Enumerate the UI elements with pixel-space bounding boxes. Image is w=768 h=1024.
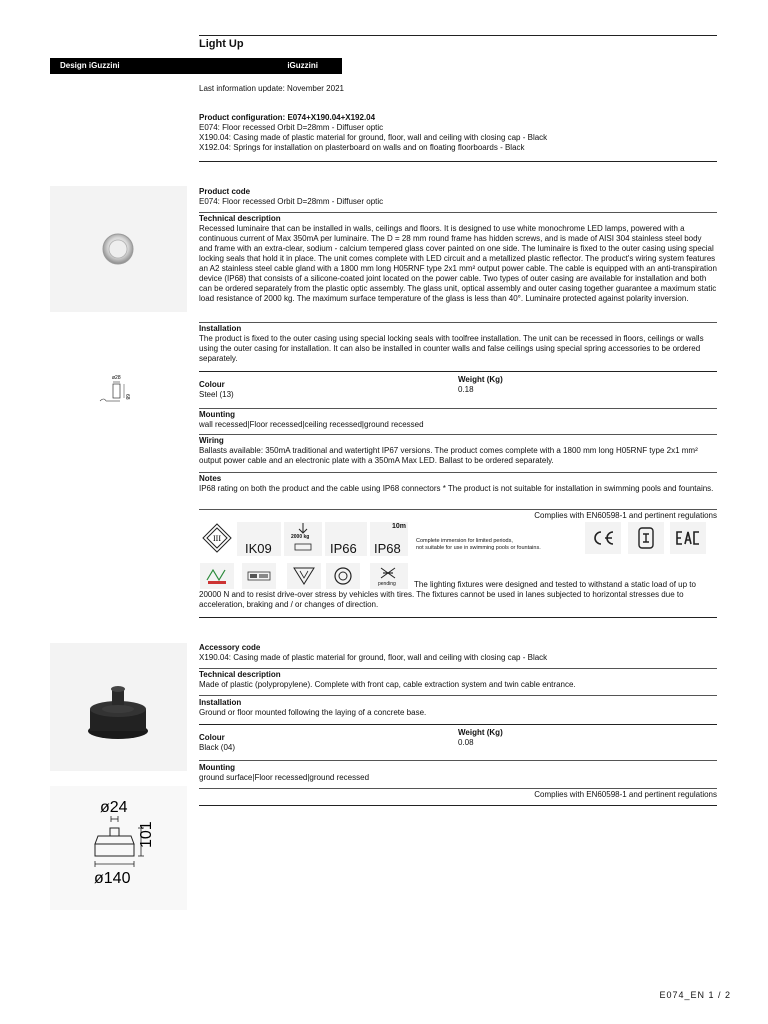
colour-label: Colour	[199, 380, 225, 389]
accessory-dimension-icon	[50, 786, 187, 910]
pending-text: pending	[378, 581, 396, 587]
divider	[199, 212, 717, 213]
accessory-colour-label: Colour	[199, 733, 225, 742]
ce-mark	[585, 522, 621, 554]
accessory-code-value: X190.04: Casing made of plastic material for ground, floor, wall and ceiling with closing cap - Black	[199, 653, 548, 662]
accessory-code-label: Accessory code	[199, 643, 261, 652]
ce-mark-icon	[591, 530, 615, 546]
divider	[199, 668, 717, 669]
divider	[199, 434, 717, 435]
accessory-tech-block	[199, 670, 717, 690]
casing-photo-icon	[50, 643, 187, 771]
accessory-weight-block	[458, 728, 503, 748]
ip68-badge	[370, 522, 408, 556]
complies-text: Complies with EN60598-1 and pertinent regulations	[534, 511, 717, 520]
ik-rating-badge	[237, 522, 281, 556]
immersion-line: Complete immersion for limited periods,	[416, 538, 513, 544]
ip68-depth-text: 10m	[391, 523, 406, 530]
notes-label: Notes	[199, 474, 222, 483]
product-code-label: Product code	[199, 187, 251, 196]
eac-mark-icon	[675, 530, 701, 546]
product-code-block	[199, 187, 717, 207]
tech-description-text: Recessed luminaire that can be installed in walls, ceilings and floors. It is designed to use white monochrome LED lamps, powered with a continuous current of Max 350mA per luminaire. The D = 28 mm round frame has hidden screws, and is made of AISI 304 stainless steel body and frame with an extra-clear, sodium - calcium tempered glass cover painted on one side. The luminaire is fixed to the outer casing using special locking seals that hold it in place. The unit comes complete with LED circuit and a metallized plastic reflector. The product's wiring system features an A2 stainless steel cable gland with a 1800 mm long H05RNF type 2x1 mm² output power cable. The cable is equipped with an anti-transpiration device (IP68) that consists of a silicone-coated joint located on the power cable. Two types of outer casing are available for installation and both can be ordered separately from the plastic optic assembly. The glass unit, optical assembly and outer casing together guarantee a maximum static load resistance of 2000 kg. The maximum surface temperature of the glass is less than 40°. Luminaire protected against polarity inversion.	[199, 224, 717, 303]
accessory-tech-label: Technical description	[199, 670, 281, 679]
hand-warning-icon	[378, 565, 398, 581]
luminaire-photo-icon	[50, 186, 187, 312]
ip66-text: IP66	[330, 541, 357, 556]
tech-description-block	[199, 214, 717, 304]
divider	[199, 724, 717, 725]
weight-value: 0.18	[458, 385, 474, 394]
drive-over-note: The lighting fixtures were designed and tested to withstand a static load of up to 20000 N and to resist drive-over stress by vehicles with tires. The fixtures cannot be used in lanes subjected to horizontal stresses due to acceleration, braking and / or changes of direction.	[199, 580, 696, 609]
accessory-dimension-drawing	[50, 786, 187, 910]
divider	[199, 322, 717, 323]
configuration-line: X190.04: Casing made of plastic material for ground, floor, wall and ceiling with closing cap - Black	[199, 133, 548, 142]
configuration-title: Product configuration: E074+X190.04+X192.04	[199, 113, 376, 122]
product-code-value: E074: Floor recessed Orbit D=28mm - Diffuser optic	[199, 197, 384, 206]
last-update: Last information update: November 2021	[199, 84, 344, 93]
divider	[199, 788, 717, 789]
divider	[199, 472, 717, 473]
ik-rating-text: IK09	[245, 541, 272, 556]
configuration-block	[199, 113, 717, 153]
weight-block	[458, 375, 503, 395]
divider	[199, 695, 717, 696]
wiring-text: Ballasts available: 350mA traditional and watertight IP67 versions. The product comes complete with a 1800 mm long H05RNF type 2x1 mm² output power cable and an electronic plate with a 350mA Max LED. Ballast to be ordered separately.	[199, 446, 698, 465]
accessory-colour-value: Black (04)	[199, 743, 236, 752]
wiring-label: Wiring	[199, 436, 224, 445]
wiring-block	[199, 436, 717, 466]
accessory-install-text: Ground or floor mounted following the laying of a concrete base.	[199, 708, 427, 717]
page-title: Light Up	[199, 38, 244, 50]
divider	[199, 617, 717, 618]
certification-icon	[637, 526, 655, 550]
accessory-install-label: Installation	[199, 698, 242, 707]
accessory-mounting-label: Mounting	[199, 763, 235, 772]
configuration-line: X192.04: Springs for installation on plasterboard on walls and on floating floorboards - Black	[199, 143, 525, 152]
immersion-note	[416, 538, 541, 552]
dim-small-side: 68	[124, 394, 130, 400]
certification-mark	[628, 522, 664, 554]
accessory-mounting-value: ground surface|Floor recessed|ground recessed	[199, 773, 370, 782]
dim-bottom: ø140	[94, 870, 131, 887]
divider	[199, 760, 717, 761]
dim-top: ø24	[100, 799, 128, 816]
accessory-mounting-block	[199, 763, 717, 783]
accessory-install-block	[199, 698, 717, 718]
accessory-code-block	[199, 643, 717, 663]
eac-mark	[670, 522, 706, 554]
accessory-photo	[50, 643, 187, 771]
dim-side: 101	[138, 821, 155, 848]
mounting-value: wall recessed|Floor recessed|ceiling recessed|ground recessed	[199, 420, 424, 429]
class-iii-icon	[201, 522, 233, 554]
static-load-badge	[284, 522, 322, 556]
page-number: E074_EN 1 / 2	[659, 990, 731, 1000]
installation-label: Installation	[199, 324, 242, 333]
divider	[199, 161, 717, 162]
immersion-line: not suitable for use in swimming pools or fountains.	[416, 545, 541, 551]
accessory-weight-label: Weight (Kg)	[458, 728, 503, 737]
installation-block	[199, 324, 717, 364]
divider	[199, 509, 717, 510]
divider	[199, 805, 717, 806]
accessory-complies-text: Complies with EN60598-1 and pertinent regulations	[534, 790, 717, 799]
accessory-weight-value: 0.08	[458, 738, 474, 747]
colour-value: Steel (13)	[199, 390, 234, 399]
mounting-block	[199, 410, 717, 430]
header-rule	[199, 35, 717, 36]
svg-text:III: III	[213, 534, 221, 543]
divider	[199, 408, 717, 409]
product-photo	[50, 186, 187, 312]
accessory-colour-block	[199, 733, 235, 753]
colour-block	[199, 380, 234, 400]
notes-text: IP68 rating on both the product and the cable using IP68 connectors * The product is not suitable for installation in swimming pools and fountains.	[199, 484, 714, 493]
dim-small-top: ø28	[112, 375, 121, 381]
tech-description-label: Technical description	[199, 214, 281, 223]
product-dimension-drawing	[50, 325, 187, 424]
ip68-text: IP68	[374, 541, 401, 556]
ip66-badge	[325, 522, 367, 556]
installation-text: The product is fixed to the outer casing using special locking seals with toolfree installation. The unit can be recessed in floors, ceilings or walls using the outer casing for installation. It can also be installed in counter walls and false ceilings using special spring accessories to be ordered separately.	[199, 334, 704, 363]
notes-block	[199, 474, 717, 494]
static-load-text: 2000 kg	[291, 534, 310, 540]
configuration-line: E074: Floor recessed Orbit D=28mm - Diffuser optic	[199, 123, 384, 132]
divider	[199, 371, 717, 372]
weight-label: Weight (Kg)	[458, 375, 503, 384]
dimension-drawing-icon	[50, 325, 187, 424]
mounting-label: Mounting	[199, 410, 235, 419]
accessory-tech-text: Made of plastic (polypropylene). Complete with front cap, cable extraction system and twin cable entrance.	[199, 680, 576, 689]
designer-band: Design iGuzzini	[50, 58, 200, 74]
brand-band: iGuzzini	[200, 58, 342, 74]
